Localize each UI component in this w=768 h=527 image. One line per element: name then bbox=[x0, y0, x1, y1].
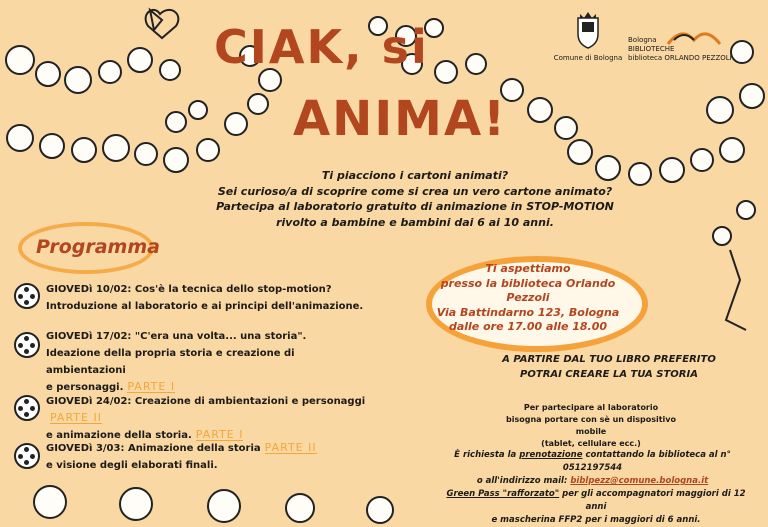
device-note-line: Per partecipare al laboratorio bbox=[523, 403, 659, 412]
greenpass-info bbox=[436, 488, 756, 527]
event-title: GIOVEDì 17/02: "C'era una volta... una storia". bbox=[46, 331, 307, 342]
intro-line: Ti piacciono i cartoni animati? bbox=[321, 169, 509, 182]
book-message bbox=[484, 352, 734, 382]
page-title-line1: CIAK, si bbox=[214, 20, 429, 74]
biblioteca-logo bbox=[628, 22, 738, 63]
greenpass-keyword: Green Pass "rafforzato" bbox=[446, 489, 560, 499]
film-reel-icon bbox=[14, 443, 40, 469]
venue-line: presso la biblioteca Orlando Pezzoli bbox=[440, 276, 616, 304]
parte-tag: PARTE I bbox=[127, 380, 176, 393]
coat-of-arms-icon bbox=[574, 10, 602, 50]
biblio-name: biblioteca ORLANDO PEZZOLI bbox=[628, 54, 732, 62]
book-line: A PARTIRE DAL TUO LIBRO PREFERITO bbox=[502, 354, 716, 365]
booking-keyword: prenotazione bbox=[519, 450, 583, 460]
page-title-line2: ANIMA! bbox=[293, 91, 507, 147]
intro-line: rivolto a bambine e bambini dai 6 ai 10 anni. bbox=[276, 215, 554, 229]
venue-info bbox=[418, 262, 638, 335]
device-note-line: bisogna portare con sè un dispositivo mobile bbox=[506, 415, 676, 436]
booking-phone: contattando la biblioteca al n° 0512197544 bbox=[562, 450, 731, 473]
greenpass-text: per gli accompagnatori maggiori di 12 anni bbox=[559, 489, 746, 512]
greenpass-text: e mascherina FFP2 per i maggiori di 6 anni. bbox=[491, 515, 701, 525]
book-line: POTRAI CREARE LA TUA STORIA bbox=[520, 369, 698, 380]
booking-info bbox=[430, 449, 755, 488]
event-desc: e personaggi. bbox=[46, 382, 124, 393]
biblio-city: Bologna bbox=[628, 36, 657, 44]
program-event bbox=[46, 281, 376, 315]
program-event bbox=[46, 440, 376, 474]
device-note bbox=[496, 402, 686, 450]
booking-text: È richiesta la bbox=[454, 450, 520, 460]
email-link[interactable]: biblpezz@comune.bologna.it bbox=[570, 476, 709, 486]
event-title: GIOVEDì 3/03: Animazione della storia bbox=[46, 443, 261, 454]
venue-hours: dalle ore 17.00 alle 18.00 bbox=[448, 320, 608, 333]
film-reel-icon bbox=[14, 332, 40, 358]
venue-address: Via Battindarno 123, Bologna bbox=[436, 305, 620, 319]
programma-heading: Programma bbox=[36, 236, 160, 258]
event-desc: e animazione della storia. bbox=[46, 430, 192, 441]
intro-line: Partecipa al laboratorio gratuito di animazione in STOP-MOTION bbox=[216, 200, 614, 213]
event-desc: Ideazione della propria storia e creazione di ambientazioni bbox=[46, 348, 295, 376]
event-title: GIOVEDì 24/02: Creazione di ambientazioni e personaggi bbox=[46, 396, 366, 407]
event-desc: Introduzione al laboratorio e ai principi dell'animazione. bbox=[46, 301, 364, 312]
biblio-network: BIBLIOTECHE bbox=[628, 45, 675, 53]
open-book-icon bbox=[664, 18, 724, 48]
comune-name: Comune di Bologna bbox=[553, 54, 623, 62]
film-reel-icon bbox=[14, 283, 40, 309]
program-event bbox=[46, 393, 418, 444]
parte-tag: PARTE II bbox=[264, 441, 317, 454]
parte-tag: PARTE II bbox=[50, 411, 102, 424]
booking-text: o all'indirizzo mail: bbox=[476, 476, 571, 486]
intro-text bbox=[150, 168, 680, 230]
event-title: GIOVEDì 10/02: Cos'è la tecnica dello stop-motion? bbox=[46, 284, 332, 295]
device-note-line: (tablet, cellulare ecc.) bbox=[541, 439, 641, 448]
film-reel-icon bbox=[14, 395, 40, 421]
comune-logo bbox=[553, 10, 623, 63]
program-event bbox=[46, 328, 376, 396]
intro-line: Sei curioso/a di scoprire come si crea un vero cartone animato? bbox=[217, 184, 613, 198]
parte-tag: PARTE I bbox=[195, 428, 244, 441]
venue-line: Ti aspettiamo bbox=[485, 262, 571, 275]
event-desc: e visione degli elaborati finali. bbox=[46, 460, 218, 471]
